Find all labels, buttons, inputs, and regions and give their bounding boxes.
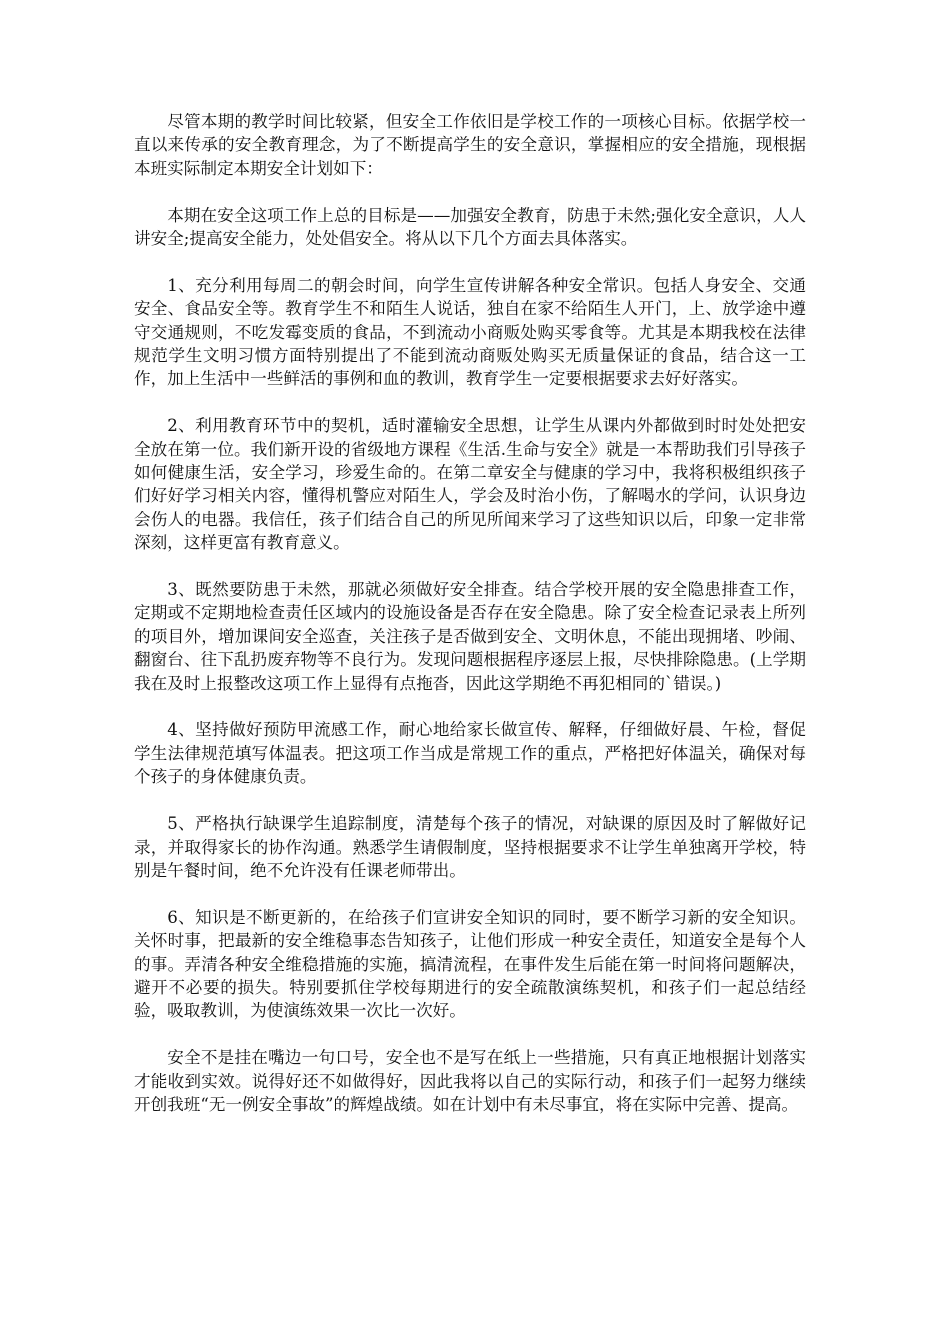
paragraph-goal: 本期在安全这项工作上总的目标是——加强安全教育，防患于未然;强化安全意识，人人讲安全;提高安全能力，处处倡安全。将从以下几个方面去具体落实。: [134, 205, 806, 249]
paragraph-item-2: 2、利用教育环节中的契机，适时灌输安全思想，让学生从课内外都做到时时处处把安全放在第一位。我们新开设的省级地方课程《生活.生命与安全》就是一本帮助我们引导孩子如何健康生活，安全学习，珍爱生命的。在第二章安全与健康的学习中，我将积极组织孩子们好好学习相关内容，懂得机警应对陌生人，学会及时治小伤，了解喝水的学问，认识身边会伤人的电器。我信任，孩子们结合自己的所见所闻来学习了这些知识以后，印象一定非常深刻，这样更富有教育意义。: [134, 416, 806, 553]
paragraph-intro: 尽管本期的教学时间比较紧，但安全工作依旧是学校工作的一项核心目标。依据学校一直以来传承的安全教育理念，为了不断提高学生的安全意识，掌握相应的安全措施，现根据本班实际制定本期安全计划如下：: [134, 112, 806, 178]
paragraph-conclusion: 安全不是挂在嘴边一句口号，安全也不是写在纸上一些措施，只有真正地根据计划落实才能收到实效。说得好还不如做得好，因此我将以自己的实际行动，和孩子们一起努力继续开创我班“无一例安全事故”的辉煌战绩。如在计划中有未尽事宜，将在实际中完善、提高。: [134, 1048, 806, 1114]
paragraph-item-3: 3、既然要防患于未然，那就必须做好安全排查。结合学校开展的安全隐患排查工作，定期或不定期地检查责任区域内的设施设备是否存在安全隐患。除了安全检查记录表上所列的项目外，增加课间安全巡查，关注孩子是否做到安全、文明休息，不能出现拥堵、吵闹、翻窗台、往下乱扔废弃物等不良行为。发现问题根据程序逐层上报，尽快排除隐患。(上学期我在及时上报整改这项工作上显得有点拖沓，因此这学期绝不再犯相同的`错误。): [134, 580, 806, 693]
document-body: [134, 110, 806, 1140]
paragraph-item-6: 6、知识是不断更新的，在给孩子们宣讲安全知识的同时，要不断学习新的安全知识。关怀时事，把最新的安全维稳事态告知孩子，让他们形成一种安全责任，知道安全是每个人的事。弄清各种安全维稳措施的实施，搞清流程，在事件发生后能在第一时间将问题解决，避开不必要的损失。特别要抓住学校每期进行的安全疏散演练契机，和孩子们一起总结经验，吸取教训，为使演练效果一次比一次好。: [134, 907, 806, 1021]
paragraph-item-4: 4、坚持做好预防甲流感工作，耐心地给家长做宣传、解释，仔细做好晨、午检，督促学生法律规范填写体温表。把这项工作当成是常规工作的重点，严格把好体温关，确保对每个孩子的身体健康负责。: [134, 720, 806, 787]
paragraph-item-1: 1、充分利用每周二的朝会时间，向学生宣传讲解各种安全常识。包括人身安全、交通安全、食品安全等。教育学生不和陌生人说话，独自在家不给陌生人开门，上、放学途中遵守交通规则，不吃发霉变质的食品，不到流动小商贩处购买零食等。尤其是本期我校在法律规范学生文明习惯方面特别提出了不能到流动商贩处购买无质量保证的食品，结合这一工作，加上生活中一些鲜活的事例和血的教训，教育学生一定要根据要求去好好落实。: [134, 275, 806, 389]
paragraph-item-5: 5、严格执行缺课学生追踪制度，清楚每个孩子的情况，对缺课的原因及时了解做好记录，并取得家长的协作沟通。熟悉学生请假制度，坚持根据要求不让学生单独离开学校，特别是午餐时间，绝不允许没有任课老师带出。: [134, 814, 806, 880]
